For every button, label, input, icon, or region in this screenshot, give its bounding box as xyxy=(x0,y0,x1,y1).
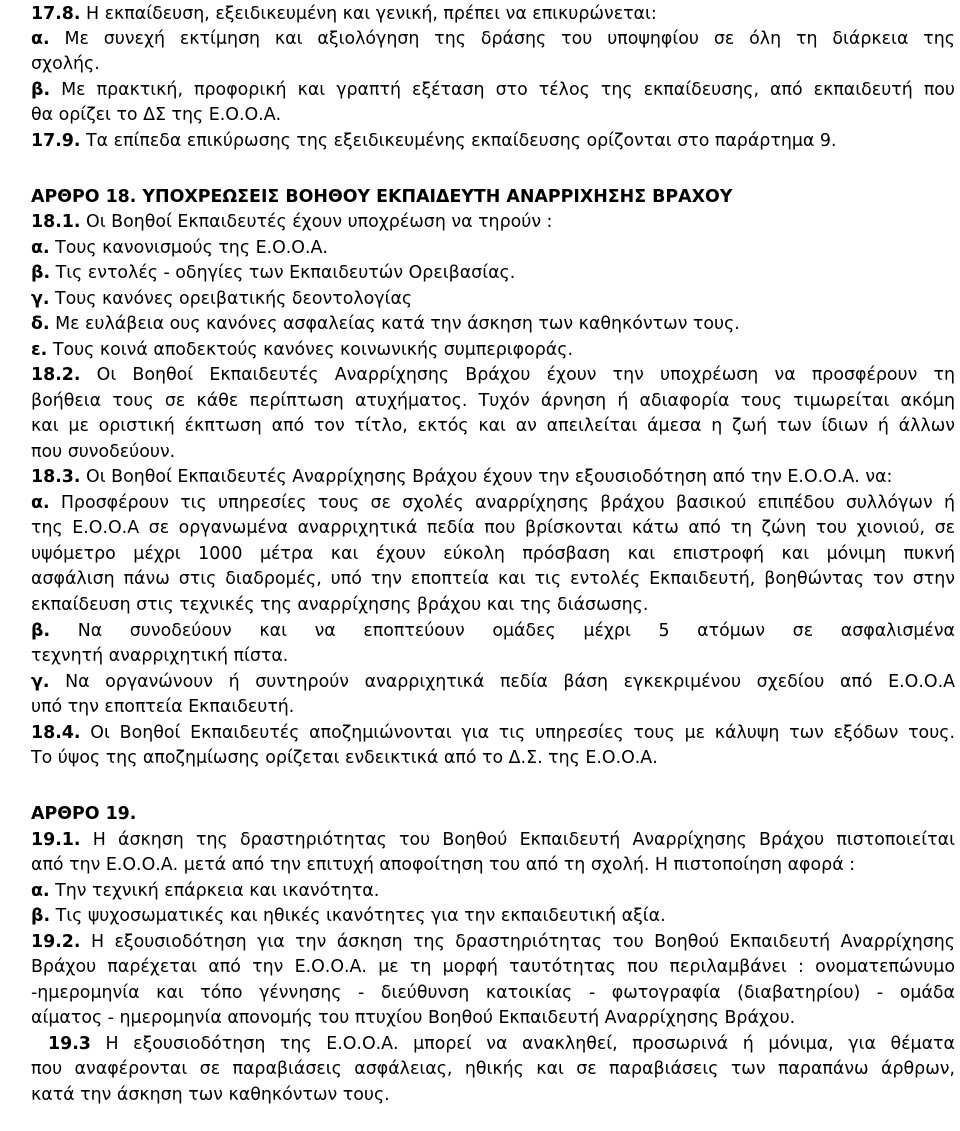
item-number: 18.4. xyxy=(31,723,81,743)
item-letter: β. xyxy=(31,906,51,926)
line-text: Με πρακτική, προφορική και γραπτή εξέταση στο τέλος της εκπαίδευσης, από εκπαιδευτή που xyxy=(50,80,955,100)
line-17-9 xyxy=(0,128,960,154)
line-text: Να οργανώνουν ή συντηρούν αναρριχητικά πεδία βάση εγκεκριμένου σχεδίου από Ε.Ο.Ο.Α xyxy=(49,672,955,692)
line-text: εκπαίδευση στις τεχνικές της αναρρίχησης βράχου και της διάσωσης. xyxy=(31,595,649,615)
line-text: υψόμετρο μέχρι 1000 μέτρα και έχουν εύκολη πρόσβαση και επιστροφή και μόνιμη πυκνή xyxy=(31,544,955,564)
line-text: που αναφέρονται σε παραβιάσεις ασφάλειας, ηθικής και σε παραβιάσεις των παραπάνω άρθρων, xyxy=(31,1059,955,1079)
line-text: Τους κοινά αποδεκτούς κανόνες κοινωνικής συμπεριφοράς. xyxy=(47,340,573,360)
item-number: 18.3. xyxy=(31,467,81,487)
line-18-1-a xyxy=(0,235,960,261)
line-18-1-e xyxy=(0,337,960,363)
line-text: Προσφέρουν τις υπηρεσίες τους σε σχολές αναρρίχησης βράχου βασικού επιπέδου συλλόγων ή xyxy=(49,493,955,513)
item-letter: ε. xyxy=(31,340,48,360)
line-text: Με συνεχή εκτίμηση και αξιολόγηση της δράσης του υποψηφίου σε όλη τη διάρκεια της xyxy=(49,29,955,49)
line-text: βοήθεια τους σε κάθε περίπτωση ατυχήματος. Τυχόν άρνηση ή αδιαφορία τους τιμωρείται ακόμη xyxy=(31,391,955,411)
item-letter: α. xyxy=(31,493,50,513)
item-number: 18.1. xyxy=(31,212,81,232)
line-text: από την Ε.Ο.Ο.Α. μετά από την επιτυχή αποφοίτηση του από τη σχολή. Η πιστοποίηση αφορά : xyxy=(31,855,856,875)
item-letter: β. xyxy=(31,621,51,641)
line-18-1-b xyxy=(0,260,960,286)
line-text: Την τεχνική επάρκεια και ικανότητα. xyxy=(49,881,380,901)
item-letter: β. xyxy=(31,263,51,283)
line-text: της Ε.Ο.Ο.Α σε οργανωμένα αναρριχητικά πεδία που βρίσκονται κάτω από τη ζώνη του χιονιού, σε xyxy=(31,518,955,538)
line-18-1 xyxy=(0,209,960,235)
line-text: Η άσκηση της δραστηριότητας του Βοηθού Εκπαιδευτή Αναρρίχησης Βράχου πιστοποιείται xyxy=(80,830,955,850)
line-17-8-a xyxy=(0,26,955,52)
item-letter: α. xyxy=(31,29,50,49)
line-19-2-cont-3 xyxy=(0,1005,960,1031)
line-19-3-cont-1 xyxy=(0,1056,955,1082)
line-18-2-cont-3 xyxy=(0,439,960,465)
item-number: 19.3 xyxy=(48,1034,91,1054)
line-18-4 xyxy=(0,720,955,746)
line-19-1-cont xyxy=(0,852,960,878)
item-number: 19.1. xyxy=(31,830,81,850)
line-17-8 xyxy=(0,1,960,27)
line-text: Η εκπαίδευση, εξειδικευμένη και γενική, πρέπει να επικυρώνεται: xyxy=(80,4,657,24)
item-letter: β. xyxy=(31,80,51,100)
item-letter: α. xyxy=(31,881,50,901)
line-text: Τις εντολές - οδηγίες των Εκπαιδευτών Ορειβασίας. xyxy=(50,263,516,283)
line-text: Με ευλάβεια ους κανόνες ασφαλείας κατά την άσκηση των καθηκόντων τους. xyxy=(49,314,740,334)
line-18-3-c-cont xyxy=(0,694,960,720)
line-text: υπό την εποπτεία Εκπαιδευτή. xyxy=(31,697,295,717)
line-17-8-b xyxy=(0,77,955,103)
line-17-8-b-cont xyxy=(0,102,960,128)
line-text: κατά την άσκηση των καθηκόντων τους. xyxy=(31,1085,390,1105)
line-text: αίματος - ημερομηνία απονομής του πτυχίου Βοηθού Εκπαιδευτή Αναρρίχησης Βράχου. xyxy=(31,1008,796,1028)
line-19-2-cont-2 xyxy=(0,980,955,1006)
item-number: 17.8. xyxy=(31,4,81,24)
line-18-3 xyxy=(0,464,960,490)
line-19-2 xyxy=(0,929,955,955)
article-19-heading xyxy=(0,801,960,827)
line-18-1-c xyxy=(0,286,960,312)
line-19-1-b xyxy=(0,903,960,929)
line-19-1-a xyxy=(0,878,960,904)
line-text: Οι Βοηθοί Εκπαιδευτές Αναρρίχησης Βράχου έχουν την εξουσιοδότηση από την Ε.Ο.Ο.Α. να: xyxy=(80,467,893,487)
heading-text: ΑΡΘΡΟ 19. xyxy=(31,804,137,824)
item-number: 18.2. xyxy=(31,365,81,385)
heading-text: ΑΡΘΡΟ 18. ΥΠΟΧΡΕΩΣΕΙΣ ΒΟΗΘΟΥ ΕΚΠΑΙΔΕΥΤΗ ΑΝΑΡΡΙΧΗΣΗΣ ΒΡΑΧΟΥ xyxy=(31,187,733,207)
line-18-3-a xyxy=(0,490,955,516)
line-text: Η εξουσιοδότηση της Ε.Ο.Ο.Α. μπορεί να ανακληθεί, προσωρινά ή μόνιμα, για θέματα xyxy=(90,1034,955,1054)
line-text: -ημερομηνία και τόπο γέννησης - διεύθυνση κατοικίας - φωτογραφία (διαβατηρίου) - ομάδα xyxy=(31,983,955,1003)
line-text: θα ορίζει το ΔΣ της Ε.Ο.Ο.Α. xyxy=(31,105,282,125)
item-letter: α. xyxy=(31,238,50,258)
line-18-2-cont-2 xyxy=(0,413,955,439)
line-19-3 xyxy=(0,1031,955,1057)
line-text: Η εξουσιοδότηση για την άσκηση της δραστηριότητας του Βοηθού Εκπαιδευτή Αναρρίχησης xyxy=(80,932,955,952)
line-18-2 xyxy=(0,362,955,388)
line-text: Τις ψυχοσωματικές και ηθικές ικανότητες για την εκπαιδευτική αξία. xyxy=(50,906,666,926)
line-17-8-a-cont xyxy=(0,51,960,77)
item-letter: γ. xyxy=(31,289,50,309)
line-19-1 xyxy=(0,827,955,853)
item-number: 19.2. xyxy=(31,932,81,952)
line-18-1-d xyxy=(0,311,960,337)
line-text: Βράχου παρέχεται από την Ε.Ο.Ο.Α. με τη μορφή ταυτότητας που περιλαμβάνει : ονοματεπώνυμο xyxy=(31,957,955,977)
line-18-3-a-cont-1 xyxy=(0,515,955,541)
item-number: 17.9. xyxy=(31,131,81,151)
line-text: Τους κανονισμούς της Ε.Ο.Ο.Α. xyxy=(49,238,328,258)
line-18-3-b xyxy=(0,618,955,644)
line-text: Οι Βοηθοί Εκπαιδευτές αποζημιώνονται για τις υπηρεσίες τους με κάλυψη των εξόδων τους. xyxy=(80,723,955,743)
line-text: τεχνητή αναρριχητική πίστα. xyxy=(31,646,289,666)
line-text: Να συνοδεύουν και να εποπτεύουν ομάδες μέχρι 5 ατόμων σε ασφαλισμένα xyxy=(50,621,955,641)
line-text: Τους κανόνες ορειβατικής δεοντολογίας xyxy=(49,289,413,309)
line-text: που συνοδεύουν. xyxy=(31,442,176,462)
line-text: και με οριστική έκπτωση από τον τίτλο, εκτός και αν απειλείται άμεσα η ζωή των ίδιων ή άλλων xyxy=(31,416,955,436)
line-18-3-a-cont-2 xyxy=(0,541,955,567)
line-18-3-a-cont-4 xyxy=(0,592,960,618)
line-text: Τα επίπεδα επικύρωσης της εξειδικευμένης εκπαίδευσης ορίζονται στο παράρτημα 9. xyxy=(80,131,837,151)
item-letter: γ. xyxy=(31,672,50,692)
line-19-2-cont-1 xyxy=(0,954,955,980)
line-18-4-cont xyxy=(0,745,960,771)
line-text: Οι Βοηθοί Εκπαιδευτές έχουν υποχρέωση να τηρούν : xyxy=(80,212,553,232)
line-18-2-cont-1 xyxy=(0,388,955,414)
line-text: σχολής. xyxy=(31,54,100,74)
line-19-3-cont-2 xyxy=(0,1082,960,1108)
line-18-3-b-cont xyxy=(0,643,960,669)
line-18-3-a-cont-3 xyxy=(0,566,955,592)
item-letter: δ. xyxy=(31,314,50,334)
line-text: ασφάλιση πάνω στις διαδρομές, υπό την εποπτεία και τις εντολές Εκπαιδευτή, βοηθώντας τον στην xyxy=(31,569,955,589)
line-text: Το ύψος της αποζημίωσης ορίζεται ενδεικτικά από το Δ.Σ. της Ε.Ο.Ο.Α. xyxy=(31,748,658,768)
line-text: Οι Βοηθοί Εκπαιδευτές Αναρρίχησης Βράχου έχουν την υποχρέωση να προσφέρουν τη xyxy=(80,365,955,385)
article-18-heading xyxy=(0,184,960,210)
line-18-3-c xyxy=(0,669,955,695)
